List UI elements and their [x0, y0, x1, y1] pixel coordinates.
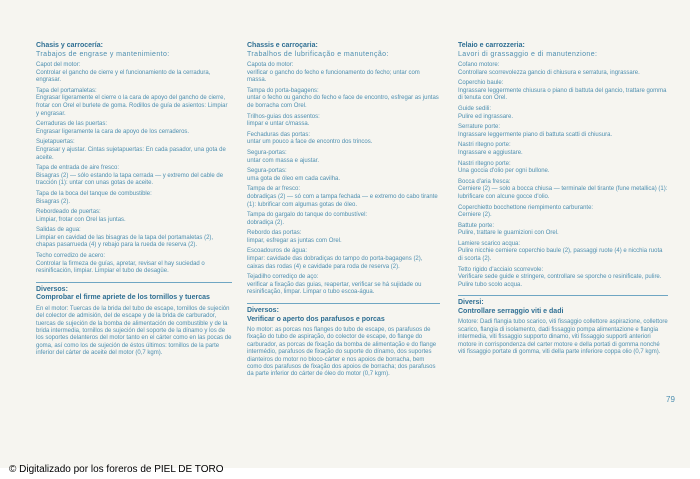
- item-text: Controllare scorrevolezza gancio di chiusura e serratura, ingrassare.: [458, 69, 640, 76]
- section-subtitle: Trabajos de engrase y mantenimiento:: [36, 50, 170, 58]
- list-item: [458, 161, 668, 176]
- list-item: [36, 121, 232, 136]
- list-item: [458, 62, 668, 77]
- item-text: Engrasar ligeramente la cara de apoyo de los cerraderos.: [36, 128, 190, 135]
- diversos-subtitle: Verificar o aperto dos parafusos e porcas: [247, 315, 385, 323]
- item-title: Serrature porte:: [458, 124, 501, 131]
- item-text: Controlar la firmeza de guías, apretar, revisar el hay suciedad o resinificación, limpiar. Limpiar el tubo de desagüe.: [36, 260, 205, 275]
- item-text: limpar: cavidade das dobradiças do tampo do porta-bagagens (2), caixas das rodas (4) e cavidade para roda de reserva (2).: [247, 256, 423, 270]
- item-text: verificar a fixação das guias, reapertar, verificar se há sujidade ou resinificação, limpar. Limpar o tubo escoa-água.: [247, 281, 422, 296]
- list-item: [247, 88, 440, 111]
- section-subtitle: Trabalhos de lubrificação e manutenção:: [247, 50, 389, 58]
- item-title: Capota do motor:: [247, 62, 294, 68]
- item-title: Cofano motore:: [458, 62, 500, 68]
- section-title: Telaio e carrozzeria:: [458, 42, 525, 49]
- item-title: Salidas de agua:: [36, 227, 81, 234]
- list-item: [458, 223, 668, 238]
- list-item: [247, 168, 440, 183]
- item-text: Cerniere (2) — solo a bocca chiusa — terminale del tirante (fune metallica) (1): lubrificare con alcune gocce d'olio.: [458, 186, 668, 200]
- column-spanish: [36, 42, 232, 358]
- list-item: [458, 179, 668, 202]
- item-title: Tejadilho corrediço de aço:: [247, 274, 319, 281]
- list-item: [247, 132, 440, 147]
- list-item: [458, 124, 668, 139]
- list-item: [36, 62, 232, 85]
- item-title: Rebordeado de puertas:: [36, 209, 101, 216]
- column-italian: [458, 42, 668, 356]
- item-text: untar o fecho ou gancho do fecho e face de encontro, esfregar as juntas de borracha com Orel.: [247, 95, 439, 109]
- list-item: [247, 274, 440, 297]
- list-item: [247, 150, 440, 165]
- item-text: Pulire, trattare le guarnizioni con Orel.: [458, 230, 559, 237]
- list-item: [247, 62, 440, 85]
- item-title: Rebordo das portas:: [247, 230, 302, 237]
- list-item: [36, 253, 232, 276]
- diversos-text: Motore: Dadi flangia tubo scarico, viti fissaggio collettore aspirazione, collettore scarico, flangia di isolamento, dadi fissaggio pompa alimentazione e flangia intermedia, viti fissaggio supporto dinamo, viti fissaggio supporti anteriori motore in corrispondenza del carter motore e della portati di gomma nonché viti fissaggio portate di gomma, viti della parte inferiore coppa olio (0,7 kgm).: [458, 319, 668, 356]
- item-title: Tampa de ar fresco:: [247, 186, 301, 193]
- item-text: Ingrassare e aggiustare.: [458, 149, 523, 156]
- item-text: Pulire nicchie cerniere coperchio baule (2), passaggi ruote (4) e nicchia ruota di scorta (2).: [458, 248, 663, 263]
- divider: [458, 295, 668, 296]
- item-text: Bisagras (2) — sólo estando la tapa cerrada — y extremo del cable de tracción (1): untar con unas gotas de aceite.: [36, 172, 224, 187]
- list-item: [247, 230, 440, 245]
- item-title: Bocca d'aria fresca:: [458, 178, 511, 185]
- item-text: Ingrassare leggermente piano di battuta scatti di chiusura.: [458, 131, 613, 138]
- item-text: dobradiça (2).: [247, 219, 285, 226]
- item-title: Tampa do gargalo do tanque do combustível:: [247, 212, 368, 219]
- item-text: Limpiar en cavidad de las bisagras de la tapa del portamaletas (2), chapas pasarrueda (4) y rebajo para la rueda de reserva (2).: [36, 234, 214, 249]
- item-text: untar com massa e ajustar.: [247, 157, 320, 164]
- item-title: Trilhos-guias dos assentos:: [247, 113, 320, 120]
- diversos-text: En el motor: Tuercas de la brida del tubo de escape, tornillos de sujeción del colector de admisión, del de escape y de la brida de carburador, tuercas de sujeción de la bomba de alimentación de combustible y de la brida intermedia, tornillos de sujeción del soporte de la dínamo y los de los soportes delanteros del motor tanto en el cárter como en las pocas de goma, así como los de sujeción de éstos últimos: tornillos de la parte inferior del cárter de aceite del motor (0,7 kgm).: [36, 305, 232, 357]
- list-item: [247, 114, 440, 129]
- item-title: Tampa do porta-bagagens:: [247, 87, 319, 94]
- item-title: Coperchietto bocchettone riempimento carburante:: [458, 204, 594, 211]
- list-item: [458, 205, 668, 220]
- item-title: Tapa de la boca del tanque de combustible:: [36, 190, 152, 197]
- item-title: Segura-portas:: [247, 149, 287, 156]
- section-title: Chasis y carrocería:: [36, 42, 103, 49]
- footer-credit: © Digitalizado por los foreros de PIEL DE TORO: [9, 464, 224, 475]
- item-title: Capot del motor:: [36, 62, 81, 68]
- diversos-subtitle: Comprobar el firme apriete de los tornillos y tuercas: [36, 294, 210, 302]
- item-text: Engrasar y ajustar. Cintas sujetapuertas: En cada pasador, una gota de aceite.: [36, 146, 226, 161]
- item-text: verificar o gancho do fecho e funcionamento do fecho; untar com massa.: [247, 69, 420, 84]
- item-title: Coperchio baule:: [458, 80, 504, 87]
- item-text: Bisagras (2).: [36, 198, 71, 205]
- item-title: Escoadouros de água:: [247, 248, 308, 255]
- list-item: [247, 248, 440, 271]
- item-title: Tetto rigido d'acciaio scorrevole:: [458, 266, 544, 273]
- item-text: limpar e untar c/massa.: [247, 121, 310, 128]
- column-portuguese: [247, 42, 440, 379]
- item-title: Fechaduras das portas:: [247, 131, 311, 138]
- list-item: [458, 106, 668, 121]
- item-title: Nastri ritegno porte:: [458, 160, 511, 167]
- item-title: Nastri ritegno porte:: [458, 142, 511, 149]
- item-text: uma gota de óleo em cada cavilha.: [247, 175, 341, 182]
- list-item: [458, 142, 668, 157]
- item-text: untar um pouco a face de encontro dos trincos.: [247, 139, 373, 146]
- list-item: [247, 186, 440, 209]
- item-title: Battute porte:: [458, 222, 495, 229]
- divider: [36, 282, 232, 283]
- list-item: [36, 227, 232, 250]
- list-item: [247, 212, 440, 227]
- item-title: Techo corredizo de acero:: [36, 253, 106, 260]
- page-number: 79: [666, 395, 675, 404]
- list-item: [36, 88, 232, 118]
- item-title: Lamiere scarico acqua:: [458, 240, 521, 247]
- list-item: [36, 209, 232, 224]
- list-item: [458, 241, 668, 264]
- item-text: dobradiças (2) — só com a tampa fechada — e extremo do cabo tirante (1): lubrificar com algumas gotas de óleo.: [247, 193, 438, 208]
- list-item: [36, 165, 232, 188]
- item-title: Tapa del portamaletas:: [36, 87, 97, 94]
- section-subtitle: Lavori di grassaggio e di manutenzione:: [458, 50, 598, 58]
- item-text: limpar, esfregar as juntas com Orel.: [247, 237, 342, 244]
- diversos-subtitle: Controllare serraggio viti e dadi: [458, 307, 564, 315]
- list-item: [458, 80, 668, 103]
- item-text: Ingrassare leggermente chiusura o piano di battuta del gancio, trattare gomma di tenuta con Orel.: [458, 87, 667, 102]
- item-text: Cerniere (2).: [458, 212, 492, 219]
- item-title: Sujetapuertas:: [36, 139, 75, 146]
- diversos-text: No motor: as porcas nos flanges do tubo de escape, os parafusos de fixação do tubo de aspiração, do colector de escape, do flange do carburador, as porcas de fixação da bomba de alimentação e do flange intermédio, parafusos de fixação do suporte do dínamo, dos suportes dianteiros do motor no bloco-cárter e nos apoios de borracha, bem como dos parafusos de fixação dos apoios de borracha; dos parafusos da parte inferior do cárter de óleo do motor (0,7 kgm).: [247, 327, 437, 378]
- section-title: Chassis e carroçaria:: [247, 42, 318, 49]
- diversos-title: Diversos:: [36, 285, 68, 293]
- list-item: [36, 191, 232, 206]
- item-title: Segura-portas:: [247, 168, 287, 175]
- item-text: Limpiar, frotar con Orel las juntas.: [36, 216, 126, 223]
- diversos-title: Diversi:: [458, 299, 484, 307]
- list-item: [36, 139, 232, 162]
- item-title: Cerraduras de las puertas:: [36, 121, 108, 128]
- list-item: [458, 267, 668, 290]
- item-title: Tapa de entrada de aire fresco:: [36, 165, 120, 172]
- item-text: Una goccia d'olio per ogni bullone.: [458, 168, 550, 175]
- item-text: Pulire ed ingrassare.: [458, 113, 514, 120]
- item-text: Verificare sede guide e stringere, controllare se sporche o resinificate, pulire. Pulire tubo scolo acqua.: [458, 274, 662, 288]
- diversos-title: Diversos:: [247, 307, 279, 315]
- item-text: Controlar el gancho de cierre y el funcionamiento de la cerradura, engrasar.: [36, 69, 211, 84]
- divider: [247, 303, 440, 304]
- item-text: Engrasar ligeramente el cierre o la cara de apoyo del gancho de cierre, frotar con Orel el burlete de goma. Rodillos de guía de asientos: Limpiar y engrasar.: [36, 95, 228, 117]
- item-title: Guide sedili:: [458, 105, 492, 112]
